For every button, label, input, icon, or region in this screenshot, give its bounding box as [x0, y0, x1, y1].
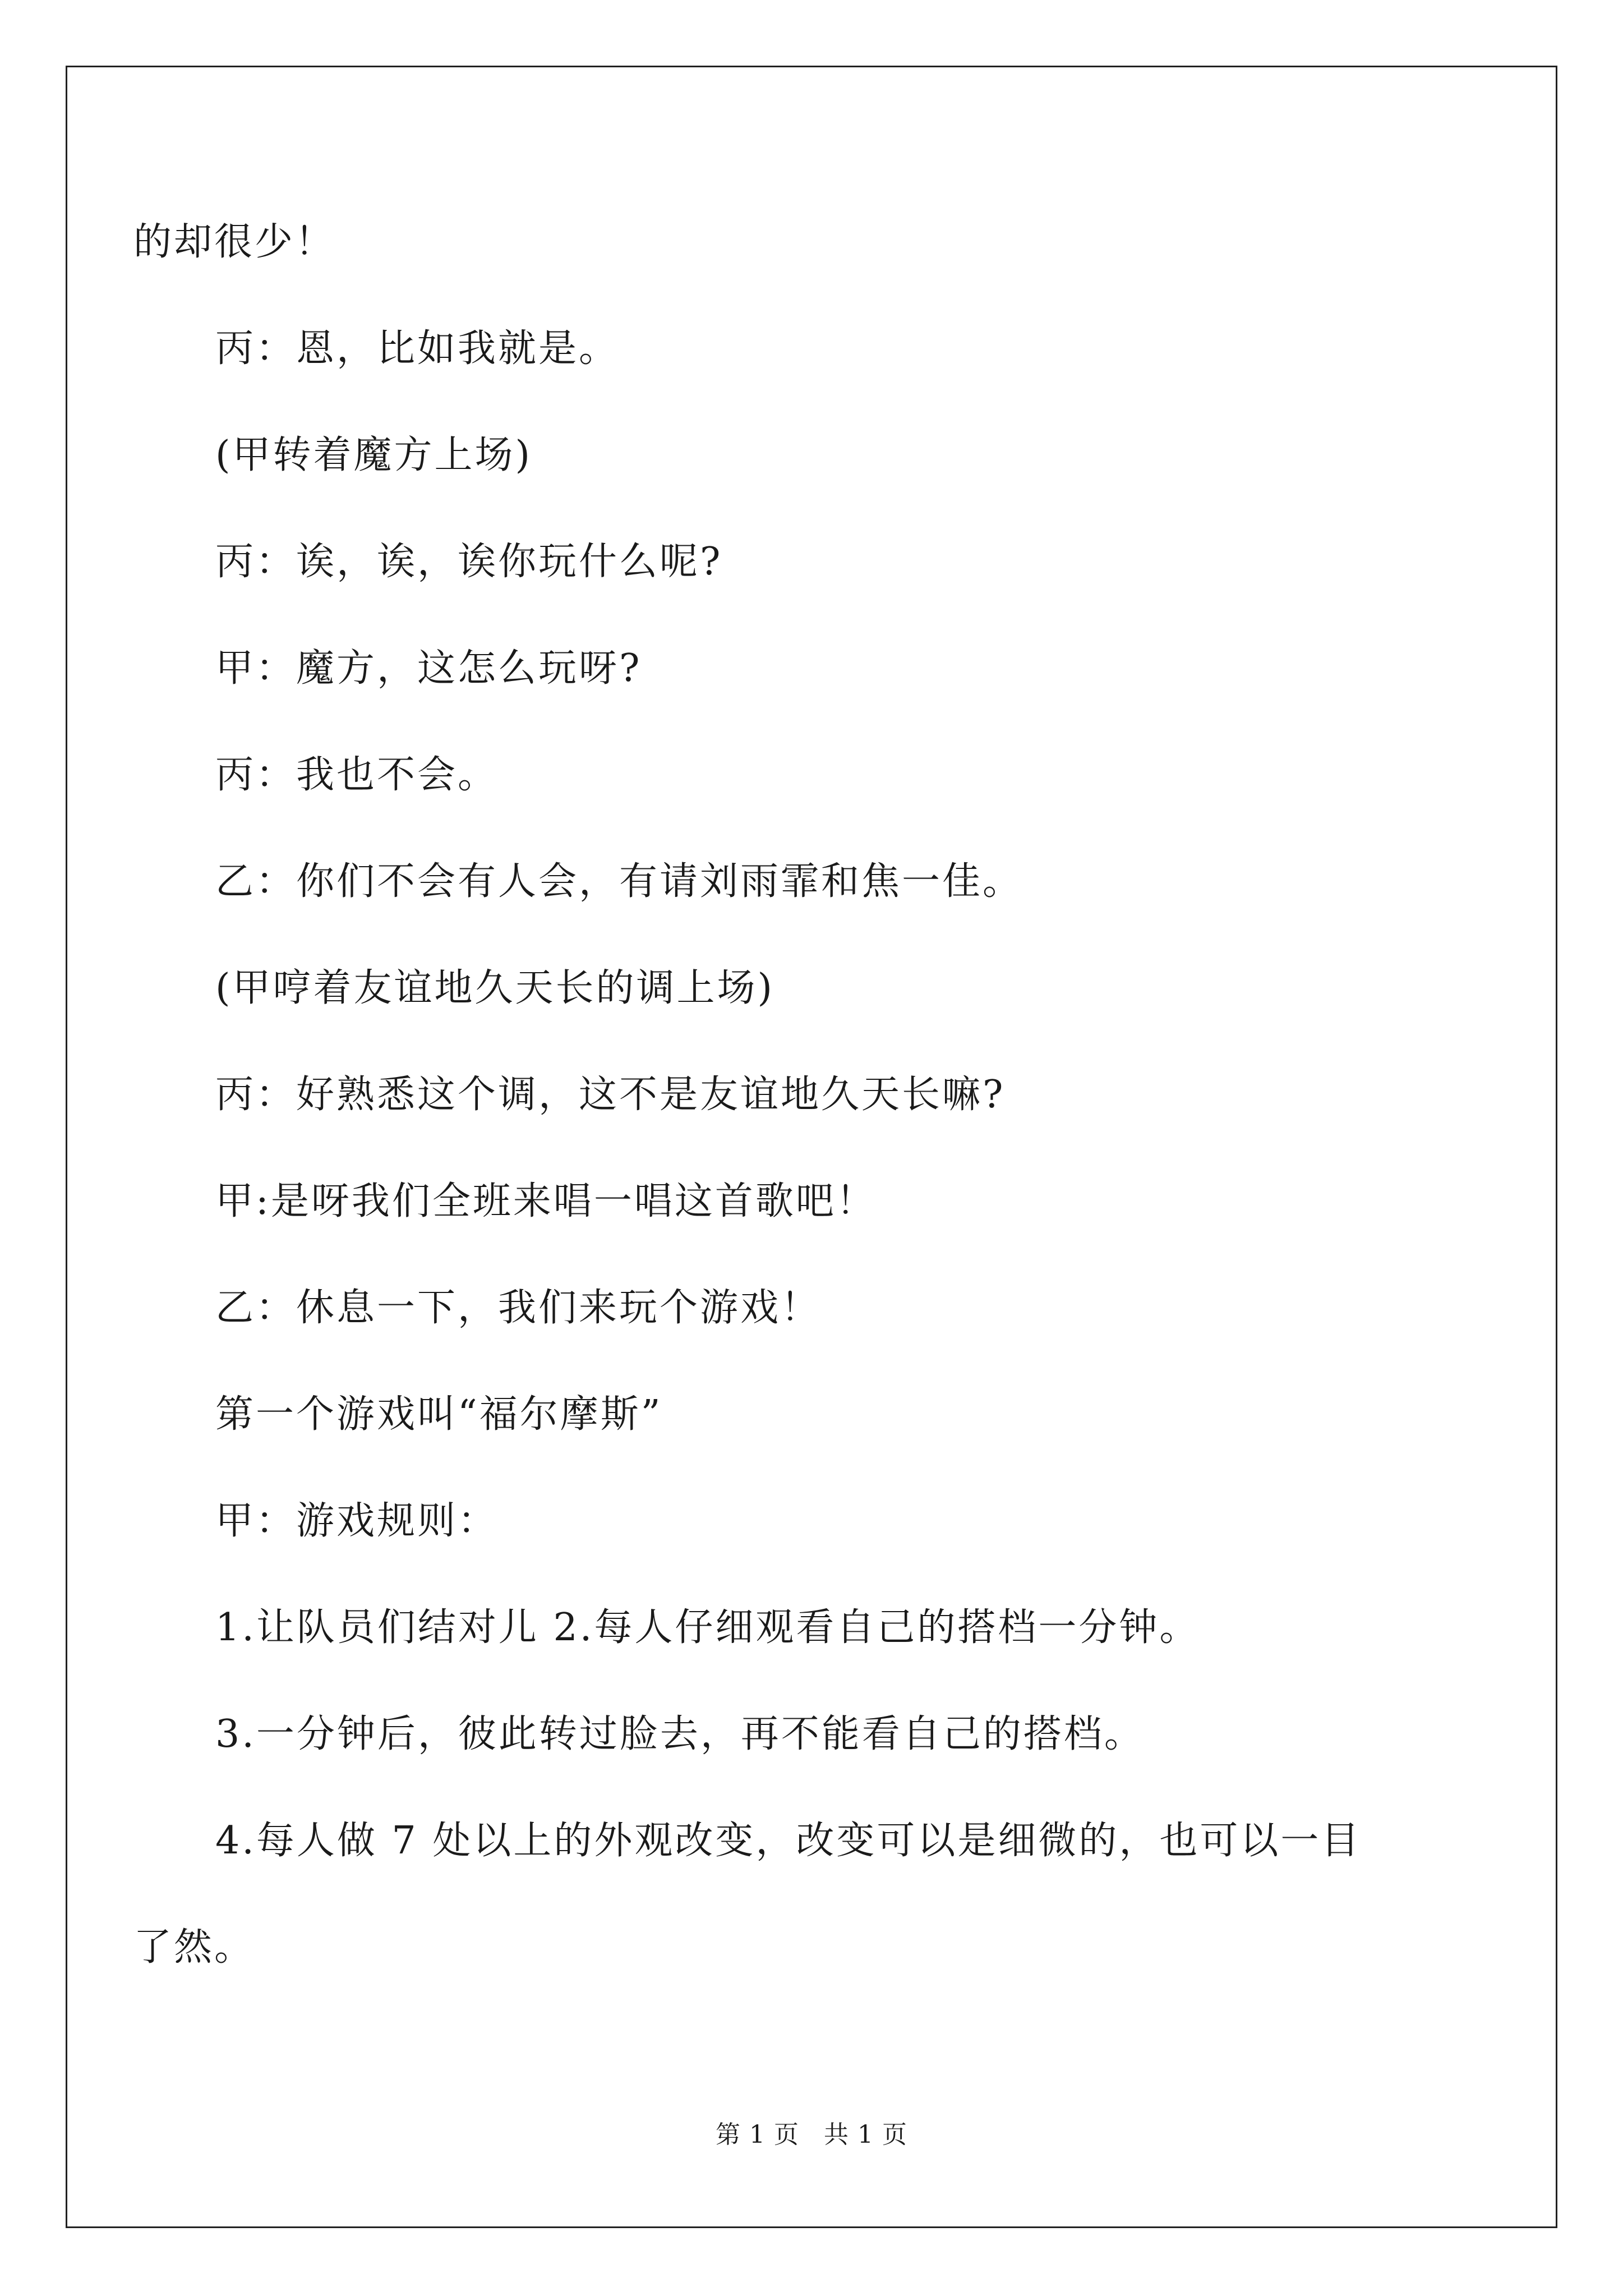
text-line: 4.每人做 7 处以上的外观改变，改变可以是细微的，也可以一目 — [215, 1819, 1362, 1863]
text-line: 丙：恩，比如我就是。 — [215, 326, 620, 371]
page-number-total: 共 1 页 — [824, 2120, 907, 2149]
page-border — [66, 66, 1557, 2228]
text-line: 1.让队员们结对儿 2.每人仔细观看自己的搭档一分钟。 — [215, 1605, 1200, 1650]
text-line: 3.一分钟后，彼此转过脸去，再不能看自己的搭档。 — [215, 1712, 1145, 1756]
text-line: 第一个游戏叫“福尔摩斯” — [215, 1392, 663, 1437]
page-number-current: 第 1 页 — [716, 2120, 799, 2149]
text-line: 的却很少！ — [133, 220, 336, 264]
text-line: 丙：我也不会。 — [215, 753, 499, 797]
text-line: 甲：魔方，这怎么玩呀? — [215, 646, 642, 691]
text-line: 乙：你们不会有人会，有请刘雨霏和焦一佳。 — [215, 859, 1023, 904]
text-line: (甲转着魔方上场) — [215, 433, 533, 477]
text-line: 丙：诶，诶，诶你玩什么呢? — [215, 540, 723, 584]
text-line: (甲哼着友谊地久天长的调上场) — [215, 966, 775, 1010]
text-line: 甲:是呀我们全班来唱一唱这首歌吧！ — [215, 1179, 877, 1223]
text-line: 丙：好熟悉这个调，这不是友谊地久天长嘛? — [215, 1073, 1006, 1117]
text-line: 了然。 — [133, 1925, 255, 1970]
text-line: 甲：游戏规则： — [215, 1499, 499, 1543]
page-footer — [0, 2119, 1623, 2151]
text-line: 乙：休息一下，我们来玩个游戏！ — [215, 1286, 822, 1330]
